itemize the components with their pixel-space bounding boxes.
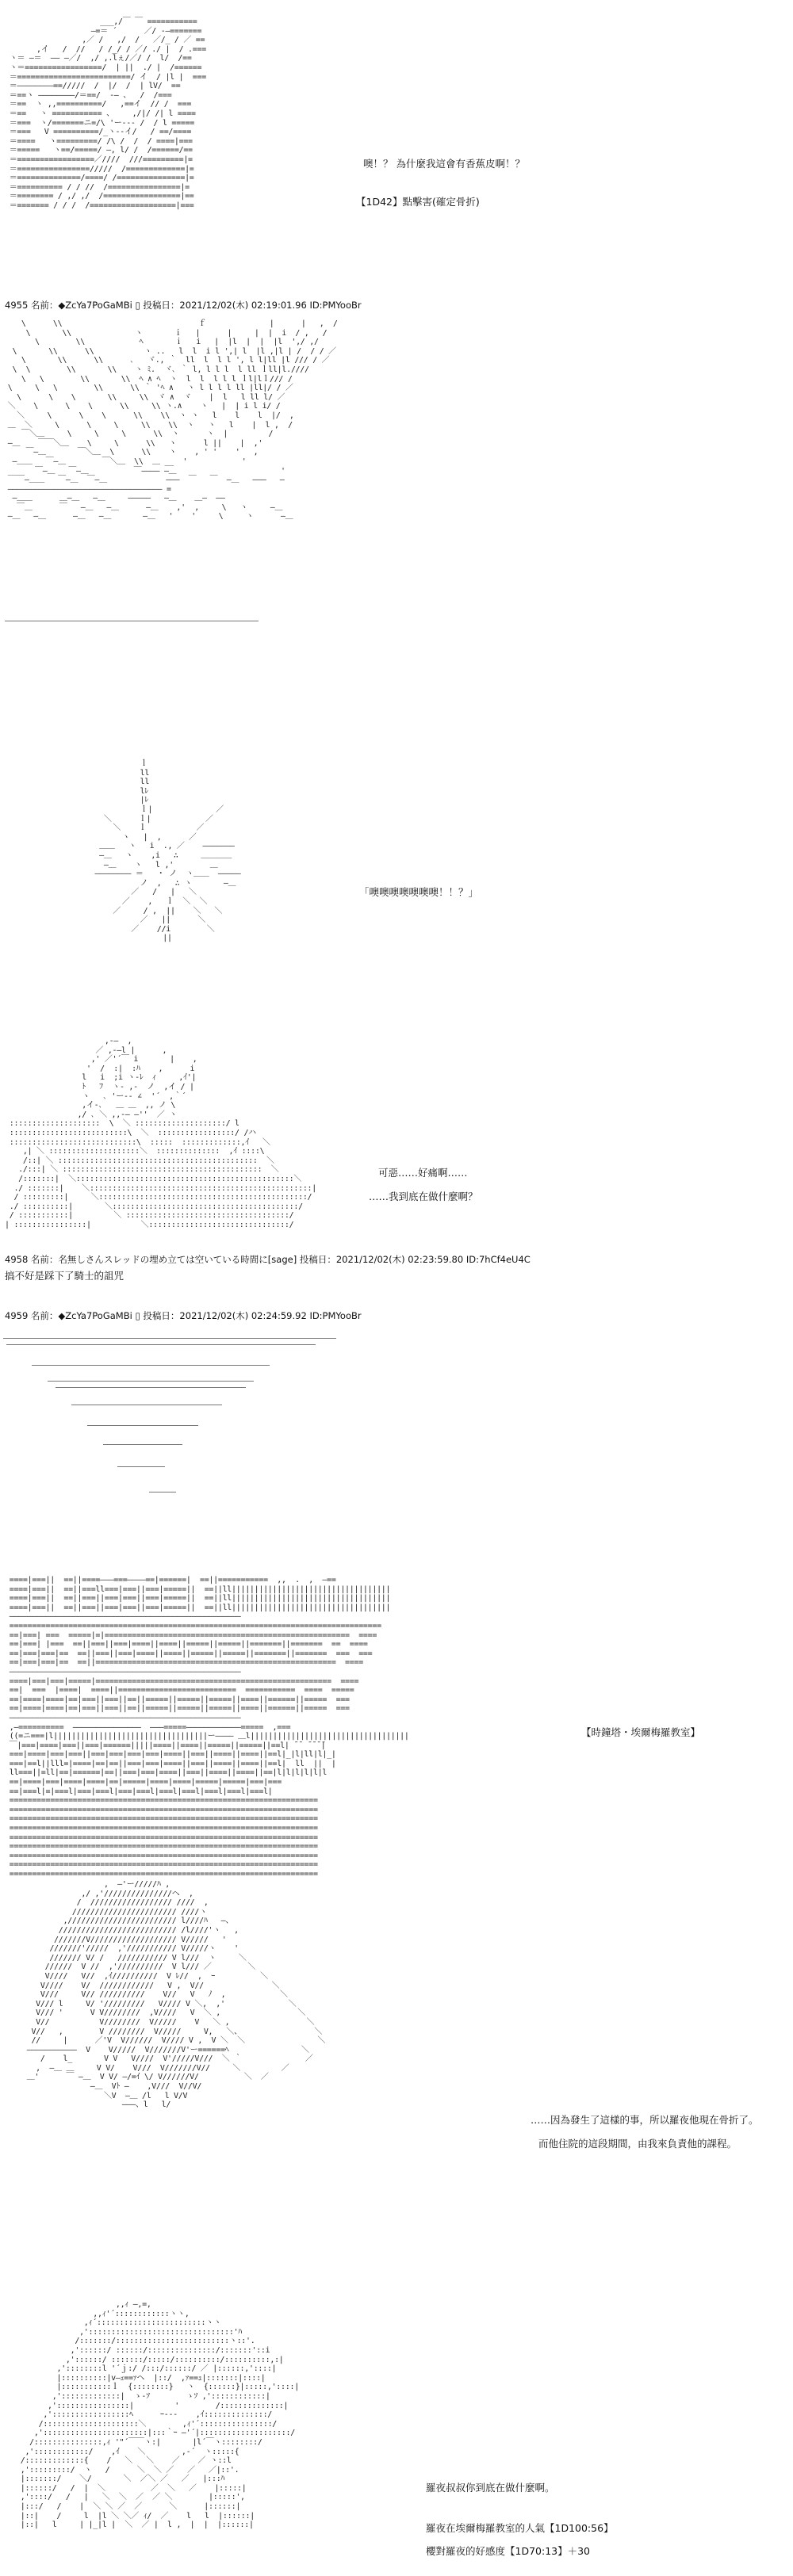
post-header: 4958 名前：名無しさんスレッドの埋め立ては空いている時間に[sage] 投稿日：2021/12/02(木) 02:23:59.80 ID:7hCf4eU4C (5, 1254, 531, 1265)
ascii-art-character-student: ,,ｨ ―,=, ,,ｨ'´::::::::::::ヽヽ, ,ｨ´::::::::::::::::::::::::ヽヽ ,'::::::::::::::::::::::::::::::::'ﾊ /:::::::/:::::::::::::::::::::::::ヽ::'. ,'::::::/ ::::::/:::::::::::::::/:::::::'::i ,'::::::/ :::::::/:::::/::::::::::/::::::::::,:| ,'::::::::l '´ｊ:/ /:::/::::::/ ／ |::::::,'::::| |::::::::::|v―ｪ==ｧヘ |::/ ,ｧ==ｭ|:::::::|::::| |:::::::::::ｌ {::::::::} ヽ {::::::}|:::::,'::::| ,':::::::::::::| ゝ-ｿ ゝｿ ,'::::::::::::| ,'::::::::::::::::| ' /::::::::::::::| ,':::::::::::::::::ﾍ ｰ‐‐‐ ,ｲ::::::::::::::/ /:::::::::::::::::::::＼ ,ｨ'´::::::::::::::::/ ,':::::::::::::::::::::::|:::｀ｰ ―'´|::::::::::::::::::::/ /:::::::::::::::,ｨ '"´￣￣ヽ:| |l´￣ヽ::::::::/ ,'::::::::::::/ ,ｲ ＼ ,-´ ヽ:::::{ /:::::::::::::{ / ＼ ＼ ／ ／ ヽ::l ,':::::::::/ ヽ / ＼ ＼ ／ ／ ／|::'. |:::::::/ ＼/ ＼ ／＼ ／ ／ |:::ﾊ |::::::/ / | ＼ ／ ＼ ／ |:::::| ,'::::/ / | ＼ ＼ ／ ／ ＼ |:::::', |:::/ / | ＼ ＼ ／ ／ ＼ |::::::| |::| / l |l ＼ ＼／ ｨ/ ／ l l |::::::| |::| l | |_|l | ＼ ／ | l , | | |::::::| (20, 2300, 299, 2530)
post-header: 4955 名前：◆ZcYa7PoGaMBi ▯ 投稿日：2021/12/02(木) 02:19:01.96 ID:PMYooBr (5, 300, 362, 311)
transition-line (56, 1387, 246, 1388)
post-body: 搞不好是踩下了騎士的詛咒 (5, 1270, 125, 1282)
transition-line (117, 1466, 165, 1467)
transition-line (6, 1344, 316, 1345)
narration-line: 而他住院的這段期間，由我來負責他的課程。 (538, 2138, 737, 2150)
dice-roll-line: 【1D42】點擊害(確定骨折) (356, 196, 480, 208)
stat-line: 羅夜在埃爾梅羅教室的人氣【1D100:56】 (426, 2522, 614, 2534)
transition-line (103, 1444, 182, 1445)
transition-line (87, 1425, 198, 1426)
transition-line (3, 1338, 336, 1339)
dialogue-line: 羅夜叔叔你到底在做什麼啊。 (426, 2482, 555, 2494)
place-label: 【時鐘塔・埃爾梅羅教室】 (581, 1726, 701, 1738)
dialogue-line: 噢！？ 為什麼我這會有香蕉皮啊！？ (363, 158, 525, 170)
transition-line (32, 1365, 270, 1366)
dialogue-line: 「噢噢噢噢噢噢噢！！？」 (359, 886, 479, 898)
dialogue-line: ……我到底在做什麼啊？ (369, 1191, 478, 1202)
transition-line (48, 1381, 254, 1382)
stat-line: 櫻對羅夜的好感度【1D70:13】＋30 (426, 2545, 591, 2557)
ascii-art-character-portrait-1: ___,/￣ ￣ =========== ―=＝ ´ ／/ ‐―======= ,／ / ,/ / ／/_ / ／ == ,イ / // / /_/ / ／/ ./ | / .=== ヽ＝ ―＝ ―― ―／/ ,/ ,.lぇ/／/ / l/ /== ヽ＝=================/ | || ./ | /====== ＝=========================/ イ / |l | === ＝――――――――==///// / |/ / | lV/ == ＝==ヽ ――――――――/＝==/ -― 、 / /=== ＝== ヽ ,,==========/ ,==イ // / === ＝== ヽ =========== 、 ,/|/ /| l ==== ＝=== ヽ/=======ニ=/\ 'ー--‐ / / l ===== ＝=== V ==========/_ヽ‐‐イ/ / ==/==== ＝==== ヽ=========/ /\ / / / ====|=== ＝===== ヽ==/=====/ ―, l/ / /======/== ＝=================／//// ///=========|= ＝================///// /=============|= ＝==============/====/ /===============|= ＝========== / / // /================|= ＝======== / ,/ ,/ /=================|== ＝======= / / / /===================|=== (9, 17, 206, 210)
ascii-art-character-teacher: , ―'ー/////ﾊ , ,/ ,'///////////////ヘ , / ////////////////// //// , /////////////////////// ////ヽ ,//////////////////////// l////ﾊ ―、 ////////////////////////// /l////'ヽ , ///////V/////////////////// V///// ' ///////'///// ,'/////////// V/////ヽ ' /////// V/ / /////////// V l/// ヽ ＼ ////// V // ,'////////// V l/// ／ ＼ V//// V// ,ｲ////////// V ﾚ// , ｰ ＼ V//// V/ //////////// V , V// ＼ V/// V// ////////// V// V ﾉ , ＼ V/// l V/ '///////// V//// V ＼, ,' ＼ V/// ' V V//////// ,V//// V ＼ , ＼ V// V//////// V///// V ＼ , ＼ V// , V //////// V///// V, ＼、 ＼ // | ／'V V////// V//// V , V ＼ ＼ ＼ ――――――――――― V V///// V///////V'ー======ﾍ ＼ / l_ V V V//// V'/////V/// ＼ ｀ ／ , ―＿ ＿ V V/ V/// V///////V// ＼ ／ ＿' ￣ ―＿ V V/ ―/=ｲ \/ V//////V/ ＼ ／ ―＿ Vﾄ ― ,V/// V//V/ ＼V ―＿ /l l V/V ―――、l l/ (26, 1880, 326, 2110)
post-header: 4959 名前：◆ZcYa7PoGaMBi ▯ 投稿日：2021/12/02(木) 02:24:59.92 ID:PMYooBr (5, 1310, 362, 1321)
ascii-art-slip-burst: \ \\ ｆ | | , / \ \\ ヽ ｉ | | | | i / , / \ \\ ﾍ ｉ i | |l | | |l ',/ ,/ \ \\ \\ ヽ .. l l i l ',| l |l ,|l | / / / ／ \ \\ \\ ､ ヾ., ｀ ll l l l ', l l|ll |l /// / ／ \ \ \\ \\ ヽ ﾐ. ヾ､ ｀ l, l l l l ll ｌll|l.//// \ \ \\ \\ ﾍ ∧ ﾍ ヽ l l l l l ｌl|lｌ/// / \ \ \ \\ \\ ｀ 'ﾍ ∧ ヽ l l l l ll |ll|/ / ／ \ \ \ \\ \\ ヾ ∧ ヾ | l l ll l/ ／ ＼ \ \ \ \\ \\ ヽ.∧ ヽ | | i l i/ / ＼ \ \ \ \\ \\ ヽ ヽ l l l |/ , ＿ ＼ \ \ \ \\ \\ ヽ ヽ l | l , / ￣＼＿ \ \ \ \\ ヽ ヽ | / ―＿ ￣￣＼＿ \ \ \\ ヽ l || | ,' ￣―＿ ￣＼＿ \ \\ ヽ , ' ' ' , ―＿＿ ￣―＿ ￣＼＿ \\ ＿ __ ' ' __ ￣―＿ ￣―＿ ￣―――― ―＿ ' ￣―＿＿ ￣―＿ ￣―＿ ――― ￣ ￣ ―＿ ――― ― ―――――――――――――――――――――――――――――――――― = ―＿＿ ＿―＿ ―＿ ――――― ―＿ ＿― ―― ￣＿ ￣ ―＿ ―＿ ―＿ ,' , \ ヽ ―＿ ―＿ ―＿ ―＿ ―＿ ―＿ ' ' \ ヽ ―＿ (7, 319, 338, 522)
narration-line: ……因為發生了這樣的事，所以羅夜他現在骨折了。 (531, 2114, 759, 2126)
dialogue-line: 可惡……好痛啊…… (378, 1167, 468, 1179)
ascii-art-classroom: ====|===|| ==||====―――===――――==|======| ==||=========== ,, . , ―== ====|===|| ==||===ll===|===||===|=====|| ==||ll||||||||||||||||||||||||||||||||||| ====|===|| ==||===||===|===||===|=====|| ==||ll||||||||||||||||||||||||||||||||||| ====|===|| ==||===||===|===||===|=====|| ==||ll||||||||||||||||||||||||||||||||||| ――――――――――――――――――――――――――――――――――――――――――――――――――― ================================================================================== ==|===| === =====|=|====================================================== ==== ==|===| |=== ==||===||===|====||====||=====||=====||=======||======= == ==== ==|===|===|== ==||===||===|====||====||=====||=====||=======||======= === === ==|===|===|== ==||===================================================== ==== ――――――――――――――――――――――――――――――――――――――――――――――――――― ====|===|===|=====|==================================================== ==== ==| === |====| ====||========================== =========== ==== ===== ==|====|====|==|===||===||==||=====||=====||=====||====||======||===== === ==|====|====|==|===||===||==||=====||=====||=====||====||======||===== === ――――――――――――――――――――――――――――――――――――――――――――――――――― ,―========== ――――――――――――――― ―――=====――――――――――――===== ,=== ((=ニ===|l||||||||||||||||||||||||||||||||||ー―――― ＿l||||||||||||||||||||||||||||||||||| ￣|===|====|===||===|======|||||====||====||=====||=====||==l| ̄ ̄ ̄ ̄ ̄ ̄| ===|====|===|===||===|===|===|===|====||===||====||====||==l|_|l|ll|l|_| ===|==l||lll=|====|==|==||===|===|====||===||====||====||==l| ll || | ll===||=ll|==|======|==||===|===|====||===||====||====||==|l|l|l|l|l|l ==|====|===|====|====|==|=====|====|====|=====|=====|===|=== ==|===l|=|===l|===|===l|===|===l|===l|===l|===l|===l|===l| ==================================================================== ==================================================================== ==================================================================== ==================================================================== ==================================================================== ==================================================================== ==================================================================== ==================================================================== ==================================================================== (9, 1576, 409, 1878)
ascii-art-character-fallen: ,-― , ／ ,-―l | , ,' ／'´￣ i | , ' / :| :ﾊ , i l i ;i ヽ-ﾚ ｨ ,ｲ'| ﾄ ﾌ ヽ‐ ,- ノ ,イ / | ヽ ､ 'ー-‐ ∠ '´ ,｀´ ,イ-､ ＿ ＿ ,, ノ \ ,/ ､ ＼ ,,-― ―'' ／ ヽ :::::::::::::::::::: \ ＼ ::::::::::::::::::::/ l ::::::::::::::::::::::::::\ ＼ :::::::::::::::::/ /ハ ::::::::::::::::::::::::::::\ ::::: :::::::::::::,ｲ ＼ ,| ＼ ::::::::::::::::::::＼ :::::::::::::: ,ｲ ::::\ /::| ＼ :::::::::::::::::::::::::::::::::::::::::::: ＼ ./:::| ＼ :::::::::::::::::::::::::::::::::::::::::::: ＼ /:::::::| ＼::::::::::::::::::::::::::::::::::::::::::::::::＼ ./ :::::::| ＼:::::::::::::::::::::::::::::::::::::::::::::::::| / :::::::::| ＼::::::::::::::::::::::::::::::::::::::::::::::/ ./ ::::::::::| ＼:::::::::::::::::::::::::::::::::::::::::/ / :::::::::::| ＼ ::::::::::::::::::::::::::::::::::::/ | ::::::::::::::::| ＼:::::::::::::::::::::::::::::::/ (5, 1037, 316, 1229)
ascii-art-impact-star: ｌ ll ll lﾚ |ﾚ ｌ| ／ ＼ ｌ| ／ ＼ ｌ ／ ヽ | , ／ ＿＿ ヽ i ., ／ ――――――― ―＿ ヽ ,i ∴ ＿＿＿＿ ―＿ ヽ l ,' ＿ ―――――――― ＝ ・ ノ ヽ＿＿ ――――― ノ , ∴ ヽ ―＿ ／ / | ＼ ／ , ｌ ＼ ＼ ／ / , || ＼ ＼ ／ || ＼ ／ //i ＼ || (94, 759, 241, 943)
